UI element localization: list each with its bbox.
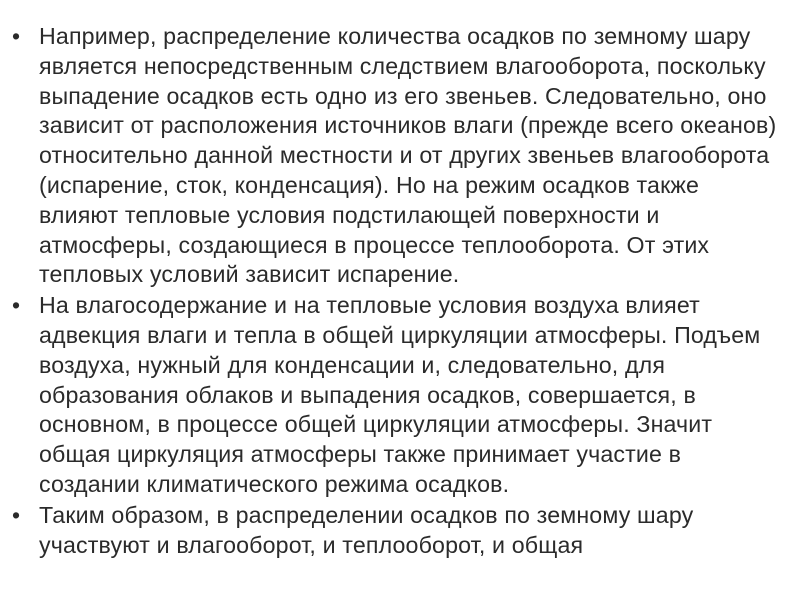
bullet-text: Таким образом, в распределении осадков по земному шару участвуют и влагооборот, и теплооборот, и общая	[39, 501, 694, 558]
bullet-marker-icon: •	[12, 23, 21, 49]
bullet-text: На влагосодержание и на тепловые условия воздуха влияет адвекция влаги и тепла в общей циркуляции атмосферы. Подъем воздуха, нужный для конденсации и, следовательно, для образования облаков и выпадения осадков, совершается, в основном, в процессе общей циркуляции атмосферы. Значит общая циркуляция атмосферы также принимает участие в создании климатического режима осадков.	[39, 292, 761, 497]
bullet-item-1	[0, 22, 800, 290]
bullet-item-2	[0, 291, 800, 500]
bullet-text: Например, распределение количества осадков по земному шару является непосредственным следствием влагооборота, поскольку выпадение осадков есть одно из его звеньев. Следовательно, оно зависит от расположения источников влаги (прежде всего океанов) относительно данной местности и от других звеньев влагооборота (испарение, сток, конденсация). Но на режим осадков также влияют тепловые условия подстилающей поверхности и атмосферы, создающиеся в процессе теплооборота. От этих тепловых условий зависит испарение.	[39, 23, 777, 288]
bullet-marker-icon: •	[12, 292, 21, 319]
bullet-marker-icon: •	[12, 501, 21, 528]
bullet-item-3	[0, 501, 800, 561]
bullet-list	[0, 22, 800, 561]
